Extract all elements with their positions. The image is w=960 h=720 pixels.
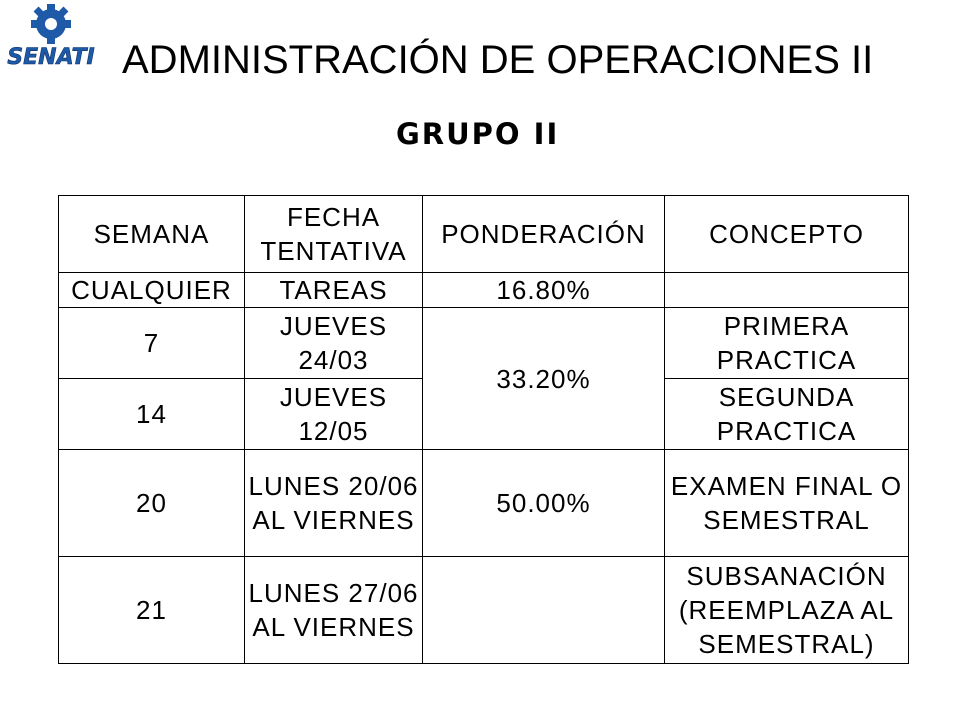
cell-ponderacion: 33.20%	[423, 308, 665, 450]
header-fecha: FECHA TENTATIVA	[245, 196, 423, 273]
senati-logo	[0, 0, 102, 72]
header-concepto: CONCEPTO	[665, 196, 909, 273]
cell-concepto: EXAMEN FINAL O SEMESTRAL	[665, 450, 909, 557]
cell-semana: 7	[59, 308, 245, 379]
cell-ponderacion	[423, 557, 665, 664]
cell-fecha: JUEVES 12/05	[245, 379, 423, 450]
cell-semana: CUALQUIER	[59, 273, 245, 308]
cell-fecha: LUNES 20/06 AL VIERNES	[245, 450, 423, 557]
table-row	[59, 273, 909, 308]
cell-concepto: SEGUNDA PRACTICA	[665, 379, 909, 450]
page-title: ADMINISTRACIÓN DE OPERACIONES II	[122, 38, 874, 82]
cell-fecha: JUEVES 24/03	[245, 308, 423, 379]
cell-semana: 21	[59, 557, 245, 664]
cell-concepto: PRIMERA PRACTICA	[665, 308, 909, 379]
cell-fecha: TAREAS	[245, 273, 423, 308]
table-row	[59, 450, 909, 557]
cell-fecha: LUNES 27/06 AL VIERNES	[245, 557, 423, 664]
table-header-row	[59, 196, 909, 273]
group-subtitle: GRUPO II	[396, 117, 560, 151]
header-semana: SEMANA	[59, 196, 245, 273]
grades-table	[58, 195, 909, 664]
header-ponderacion: PONDERACIÓN	[423, 196, 665, 273]
logo-text: SENATI	[7, 45, 95, 70]
cell-ponderacion: 50.00%	[423, 450, 665, 557]
cell-concepto: SUBSANACIÓN (REEMPLAZA AL SEMESTRAL)	[665, 557, 909, 664]
table-row	[59, 557, 909, 664]
cell-semana: 14	[59, 379, 245, 450]
cell-ponderacion: 16.80%	[423, 273, 665, 308]
table-row	[59, 308, 909, 379]
cell-semana: 20	[59, 450, 245, 557]
cell-concepto	[665, 273, 909, 308]
